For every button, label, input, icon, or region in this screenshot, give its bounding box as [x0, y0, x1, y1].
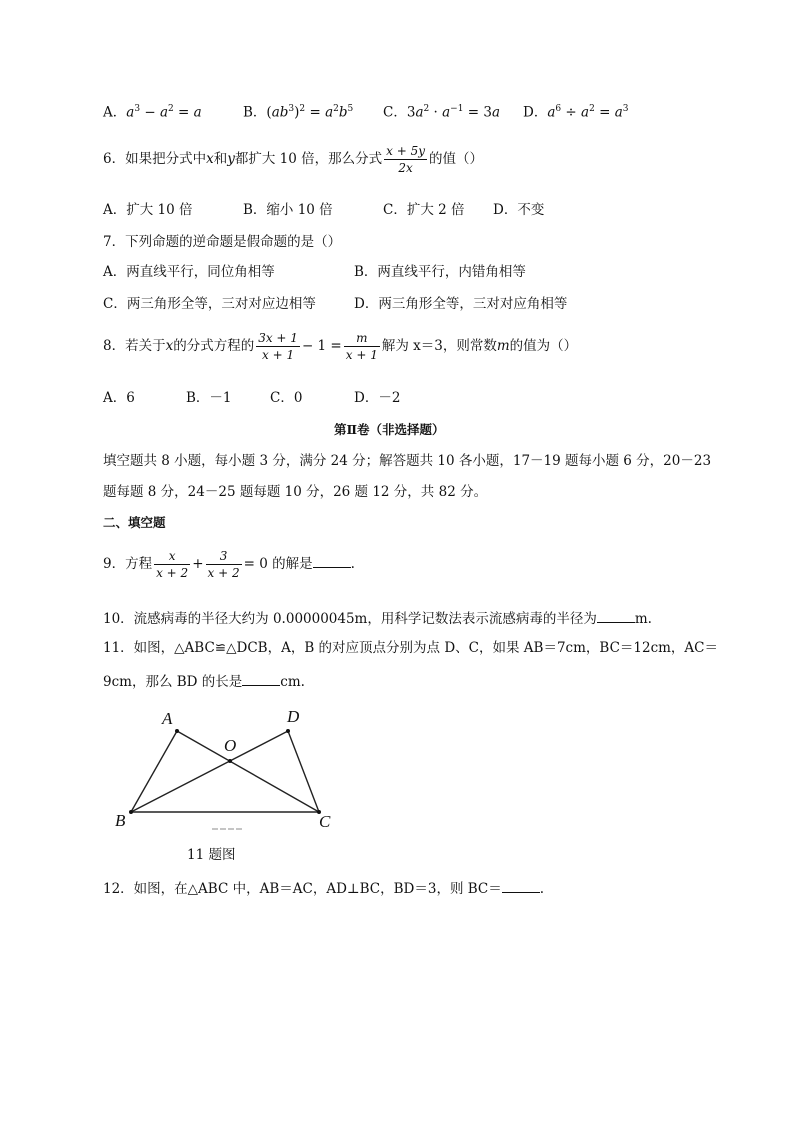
label-b: B: [115, 811, 126, 830]
q7-option-c: C．两三角形全等，三对对应边相等: [103, 296, 316, 312]
q11-line2: 9cm，那么 BD 的长是 cm.: [103, 674, 305, 690]
point-b: [129, 810, 133, 814]
q8-fraction-1: $\frac{3x + 1}{x + 1}$: [258, 331, 298, 362]
q5-option-c: C．$3a^2 \cdot a^{-1} = 3a$: [383, 104, 500, 121]
q11-line1: 11．如图，△ABC≌△DCB，A，B 的对应顶点分别为点 D、C，如果 AB＝7cm，BC＝12cm，AC＝: [103, 640, 719, 656]
q5-option-b: B．$(ab^3)^2 = a^2b^5$: [243, 104, 354, 121]
q7-option-b: B．两直线平行，内错角相等: [354, 264, 526, 280]
q9-answer-blank[interactable]: [313, 555, 351, 568]
q12-stem: 12．如图，在△ABC 中，AB＝AC，AD⊥BC，BD＝3，则 BC＝ .: [103, 881, 545, 897]
q8-option-a: A．6: [103, 390, 135, 406]
q8-option-c: C．0: [270, 390, 303, 406]
segment-cd: [288, 731, 319, 812]
point-a: [175, 729, 179, 733]
q6-option-d: D．不变: [493, 202, 545, 218]
q6-fraction: $\frac{x + 5y}{2x}$: [386, 144, 425, 175]
q6-option-c: C．扩大 2 倍: [383, 202, 465, 218]
label-o: O: [224, 736, 237, 755]
q5-option-a: A．$a^3 - a^2 = a$: [103, 104, 202, 121]
point-o: [228, 759, 232, 763]
section-2-desc-line1: 填空题共 8 小题，每小题 3 分，满分 24 分；解答题共 10 各小题，17－19 题每小题 6 分，20－23: [103, 453, 712, 469]
label-a: A: [162, 709, 173, 728]
label-d: D: [287, 707, 300, 726]
q6-option-a: A．扩大 10 倍: [103, 202, 193, 218]
q10-stem: 10．流感病毒的半径大约为 0.00000045m，用科学记数法表示流感病毒的半径为 m.: [103, 611, 652, 627]
q9-fraction-2: $\frac{3}{x + 2}$: [207, 549, 240, 580]
q8-option-b: B．－1: [186, 390, 232, 406]
q8-stem: 8．若关于x的分式方程的 $\frac{3x + 1}{x + 1}$ − 1 = $\frac{m}{x + 1}$ 解为 x＝3，则常数m的值为（）: [103, 331, 578, 362]
section-2-title: 第Ⅱ卷（非选择题）: [334, 422, 445, 437]
q7-option-d: D．两三角形全等，三对对应角相等: [354, 296, 568, 312]
fill-in-heading: 二、填空题: [103, 515, 166, 530]
q10-answer-blank[interactable]: [597, 610, 635, 623]
q11-figure: [100, 702, 360, 837]
q8-option-d: D．－2: [354, 390, 401, 406]
q6-option-b: B．缩小 10 倍: [243, 202, 333, 218]
q8-fraction-2: $\frac{m}{x + 1}$: [345, 331, 378, 362]
q11-answer-blank[interactable]: [242, 673, 280, 686]
q7-option-a: A．两直线平行，同位角相等: [103, 264, 275, 280]
point-d: [286, 729, 290, 733]
q9-stem: 9．方程 $\frac{x}{x + 2}$ + $\frac{3}{x + 2}$ = 0 的解是 .: [103, 549, 355, 580]
q12-answer-blank[interactable]: [502, 880, 540, 893]
q11-figure-caption: 11 题图: [187, 847, 236, 863]
label-c: C: [319, 812, 331, 831]
q9-fraction-1: $\frac{x}{x + 2}$: [156, 549, 189, 580]
q5-option-d: D．$a^6 \div a^2 = a^3$: [523, 104, 629, 121]
segment-ac: [177, 731, 319, 812]
q6-stem: 6．如果把分式中x和y都扩大 10 倍，那么分式 $\frac{x + 5y}{2x}$ 的值（）: [103, 144, 483, 175]
q7-stem: 7．下列命题的逆命题是假命题的是（）: [103, 234, 342, 250]
section-2-desc-line2: 题每题 8 分，24－25 题每题 10 分，26 题 12 分，共 82 分。: [103, 484, 488, 500]
